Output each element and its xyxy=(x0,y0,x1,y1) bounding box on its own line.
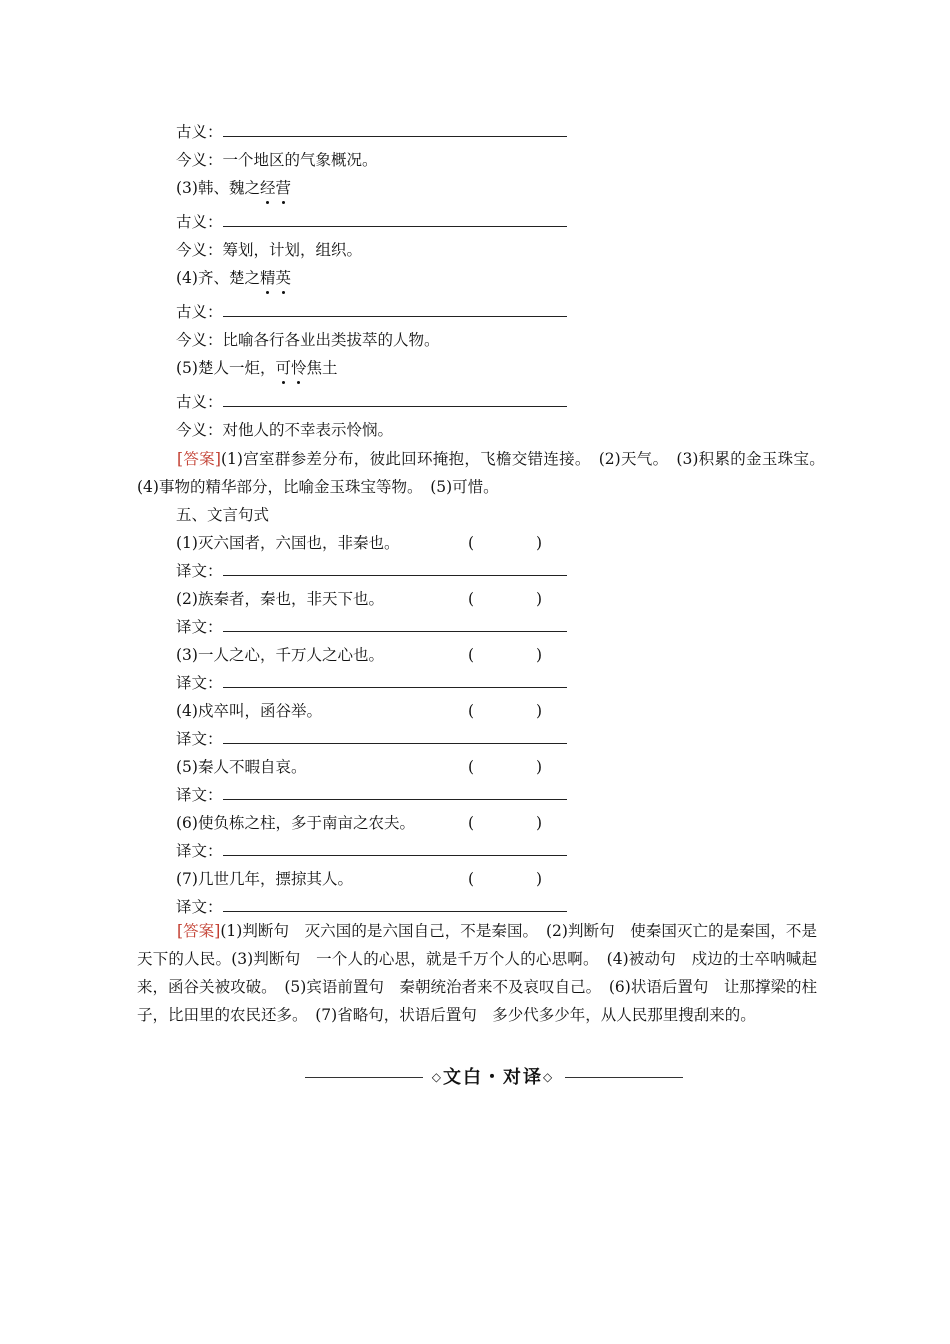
footer-rule-left xyxy=(305,1077,423,1078)
sentence-item: (3)一人之心，千万人之心也。 xyxy=(176,646,384,664)
vocab-heading xyxy=(176,178,291,198)
translation-label: 译文： xyxy=(176,562,223,580)
jin-yi-text: 比喻各行各业出类拔萃的人物。 xyxy=(222,331,440,349)
answer-paren-blank[interactable]: ( ) xyxy=(468,870,543,888)
translation-label: 译文： xyxy=(176,730,223,748)
sentence-item: (1)灭六国者，六国也，非秦也。 xyxy=(176,534,400,552)
translation-blank[interactable] xyxy=(223,561,567,576)
answer-paren-blank[interactable]: ( ) xyxy=(468,814,543,832)
dotted-char: 精 xyxy=(259,269,276,287)
sentence-item: (6)使负栋之柱，多于南亩之农夫。 xyxy=(176,814,415,832)
translation-blank[interactable] xyxy=(223,617,567,632)
dotted-char: 可 xyxy=(275,359,291,377)
diamond-icon: ◇ xyxy=(543,1070,555,1084)
answer-blank[interactable] xyxy=(223,122,567,137)
answer-paragraph xyxy=(137,445,833,501)
vocab-heading xyxy=(176,268,291,288)
translation-row xyxy=(176,897,567,917)
dotted-word xyxy=(260,269,291,287)
answer-blank[interactable] xyxy=(223,392,567,407)
dotted-char: 营 xyxy=(275,179,291,197)
answer-paren-blank[interactable]: ( ) xyxy=(468,646,543,664)
dotted-word xyxy=(275,359,306,377)
gu-yi-row xyxy=(176,122,567,142)
sentence-item: (7)几世几年，摽掠其人。 xyxy=(176,870,353,888)
jin-yi-row xyxy=(176,240,362,260)
translation-blank[interactable] xyxy=(223,785,567,800)
diamond-icon: ◇ xyxy=(431,1070,443,1084)
dotted-char: 英 xyxy=(275,269,291,287)
translation-blank[interactable] xyxy=(223,673,567,688)
jin-yi-text: 筹划，计划，组织。 xyxy=(222,241,363,259)
answer-text: (1)判断句 灭六国的是六国自己，不是秦国。 (2)判断句 使秦国灭亡的是秦国，不是天下的人民。(3)判断句 一个人的心思，就是千万个人的心思啊。 (4)被动句 戍边的士卒呐喊起来，函谷关被攻破。 (5)宾语前置句 秦朝统治者来不及哀叹自己。 (6)状语后置句 让那撑梁的柱子，比田里的农民还多。 (7)省略句，状语后置句 多少代多少年，从人民那里搜刮来的。 xyxy=(137,922,817,1024)
jin-yi-row xyxy=(176,420,393,440)
answer-paren-blank[interactable]: ( ) xyxy=(468,590,543,608)
answer-paren-blank[interactable]: ( ) xyxy=(468,758,543,776)
answer-paren-blank[interactable]: ( ) xyxy=(468,702,543,720)
heading-text: (4)齐、楚之 xyxy=(176,269,260,287)
answer-paren-blank[interactable]: ( ) xyxy=(468,534,543,552)
jin-yi-label: 今义： xyxy=(176,421,223,439)
translation-blank[interactable] xyxy=(223,841,567,856)
jin-yi-text: 一个地区的气象概况。 xyxy=(222,151,378,169)
gu-yi-label: 古义： xyxy=(176,393,223,411)
translation-label: 译文： xyxy=(176,898,223,916)
translation-blank[interactable] xyxy=(223,729,567,744)
answer-text: (1)宫室群参差分布，彼此回环掩抱，飞檐交错连接。 (2)天气。 (3)积累的金玉珠宝。 (4)事物的精华部分，比喻金玉珠宝等物。 (5)可惜。 xyxy=(137,450,833,496)
jin-yi-label: 今义： xyxy=(176,151,223,169)
sentence-item: (4)戍卒叫，函谷举。 xyxy=(176,702,322,720)
translation-row xyxy=(176,729,567,749)
sentence-item: (2)族秦者，秦也，非天下也。 xyxy=(176,590,384,608)
footer-title-text: 文白・对译 xyxy=(443,1067,543,1088)
translation-label: 译文： xyxy=(176,618,223,636)
answer-paragraph xyxy=(137,917,817,1029)
translation-label: 译文： xyxy=(176,786,223,804)
jin-yi-label: 今义： xyxy=(176,331,223,349)
heading-text: (3)韩、魏之 xyxy=(176,179,260,197)
sentence-item: (5)秦人不暇自哀。 xyxy=(176,758,307,776)
gu-yi-label: 古义： xyxy=(176,303,223,321)
translation-row xyxy=(176,617,567,637)
gu-yi-row xyxy=(176,212,567,232)
gu-yi-label: 古义： xyxy=(176,213,223,231)
heading-text-post: 焦土 xyxy=(306,359,338,377)
answer-blank[interactable] xyxy=(223,212,567,227)
heading-text: (5)楚人一炬， xyxy=(176,359,276,377)
translation-blank[interactable] xyxy=(223,897,567,912)
gu-yi-label: 古义： xyxy=(176,123,223,141)
dotted-char: 经 xyxy=(259,179,276,197)
translation-label: 译文： xyxy=(176,842,223,860)
translation-row xyxy=(176,841,567,861)
footer-rule-right xyxy=(565,1077,683,1078)
gu-yi-row xyxy=(176,302,567,322)
jin-yi-row xyxy=(176,150,378,170)
answer-tag: [答案] xyxy=(177,450,221,468)
translation-row xyxy=(176,785,567,805)
jin-yi-label: 今义： xyxy=(176,241,223,259)
footer-section-title xyxy=(418,1064,568,1091)
section-title: 五、文言句式 xyxy=(176,506,270,524)
dotted-char: 怜 xyxy=(290,359,307,377)
gu-yi-row xyxy=(176,392,567,412)
translation-label: 译文： xyxy=(176,674,223,692)
jin-yi-row xyxy=(176,330,440,350)
dotted-word xyxy=(260,179,291,197)
vocab-heading xyxy=(176,358,338,378)
translation-row xyxy=(176,561,567,581)
translation-row xyxy=(176,673,567,693)
answer-tag: [答案] xyxy=(177,922,221,940)
answer-blank[interactable] xyxy=(223,302,567,317)
jin-yi-text: 对他人的不幸表示怜悯。 xyxy=(222,421,394,439)
